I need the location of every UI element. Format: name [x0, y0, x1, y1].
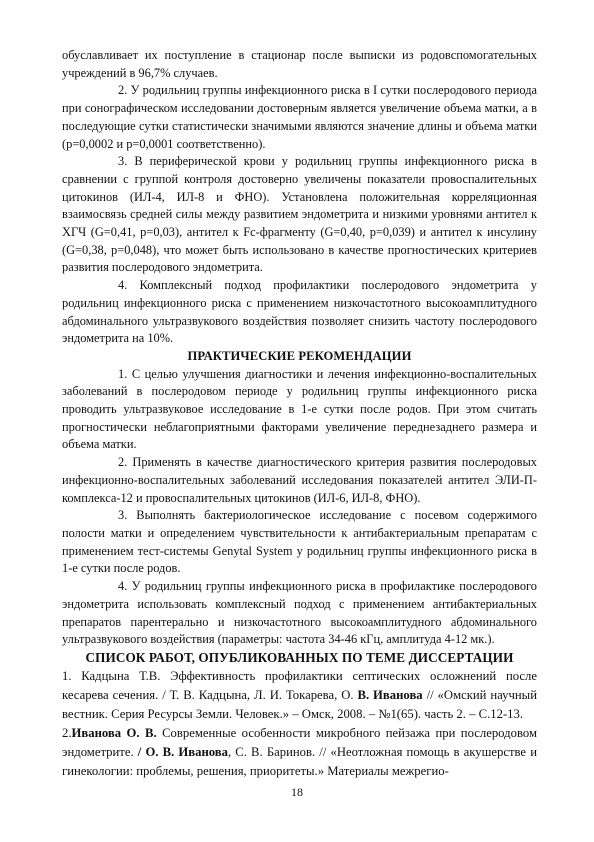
- publication-2-title: Современные особенности микробного пейзажа при послеродовом эндометрите.: [62, 725, 537, 759]
- paragraph-continuation: обуславливает их поступление в стационар после выписки из родовспомогательных учреждений в 96,7% случаев.: [62, 48, 537, 80]
- conclusion-4: 4. Комплексный подход профилактики послеродового эндометрита у родильниц инфекционного риска с применением низкочастотного высокоамплитудного абдоминального ультразвукового воздействия позволяет снизить частоту послеродового эндометрита на 10%.: [62, 278, 537, 346]
- publication-1-text-c: // «Омский научный вестник. Серия Ресурсы Земли. Человек.» – Омск, 2008. – №1(65). часть 2. – С.12-13.: [62, 687, 537, 721]
- publication-2: [62, 724, 537, 781]
- recommendation-2: 2. Применять в качестве диагностического критерия развития послеродовых инфекционно-воспалительных заболеваний исследования показателей антител ЭЛИ-П-комплекса-12 и провоспалительных цитокинов (ИЛ-6, ИЛ-8, ФНО).: [62, 455, 537, 505]
- publication-2-text-e: , С. В. Баринов. // «Неотложная помощь в акушерстве и гинекологии: проблемы, решения, приоритеты.» Материалы межрегио-: [62, 744, 537, 778]
- publication-2-author-bold-2: / О. В. Иванова: [137, 744, 228, 759]
- conclusion-2: 2. У родильниц группы инфекционного риска в I сутки послеродового периода при сонографическом исследовании достоверным является увеличение объема матки, а в последующие сутки статистически значимыми являются значение длины и объема матки (p=0,0002 и p=0,0001 соответственно).: [62, 83, 537, 151]
- publications-list: [62, 667, 537, 781]
- heading-publications-list: СПИСОК РАБОТ, ОПУБЛИКОВАННЫХ ПО ТЕМЕ ДИССЕРТАЦИИ: [85, 649, 514, 665]
- recommendation-3: 3. Выполнять бактериологическое исследование с посевом содержимого полости матки и определением чувствительности к антибактериальным препаратам с применением тест-системы Genytal System у родильниц группы инфекционного риска в 1-е сутки после родов.: [62, 508, 537, 576]
- recommendation-1: 1. С целью улучшения диагностики и лечения инфекционно-воспалительных заболеваний в послеродовом периоде у родильниц группы инфекционного риска проводить ультразвуковое исследование в 1-е сутки после родов. При этом считать прогностически неблагоприятными факторами увеличение переднезаднего размера и объема матки.: [62, 366, 537, 452]
- publication-1: [62, 667, 537, 724]
- conclusion-3: 3. В периферической крови у родильниц группы инфекционного риска в сравнении с группой контроля достоверно увеличены показатели провоспалительных цитокинов (ИЛ-4, ИЛ-8 и ФНО). Установлена положительная корреляционная взаимосвязь средней силы между развитием эндометрита и низкими уровнями антител к ХГЧ (G=0,41, p=0,03), антител к Fc-фрагменту (G=0,40, p=0,039) и антител к инсулину (G=0,38, p=0,048), что может быть использовано в качестве прогностических критериев развития послеродового эндометрита.: [62, 154, 537, 275]
- publication-1-author-bold: В. Иванова: [357, 687, 423, 702]
- heading-practical-recommendations: ПРАКТИЧЕСКИЕ РЕКОМЕНДАЦИИ: [187, 348, 412, 363]
- recommendation-4: 4. У родильниц группы инфекционного риска в профилактике послеродового эндометрита использовать комплексный подход с применением антибактериальных препаратов парентерально и низкочастотного высокоамплитудного абдоминального ультразвукового воздействия (параметры: частота 34-46 кГц, амплитуда 4-12 мк.).: [62, 579, 537, 647]
- publication-2-number: 2.: [62, 725, 72, 740]
- publication-1-text-a: 1. Кадцына Т.В. Эффективность профилактики септических осложнений после кесарева сечения. / Т. В. Кадцына, Л. И. Токарева, О.: [62, 668, 537, 702]
- page-number: 18: [291, 785, 303, 799]
- publication-2-author-bold: Иванова О. В.: [71, 725, 157, 740]
